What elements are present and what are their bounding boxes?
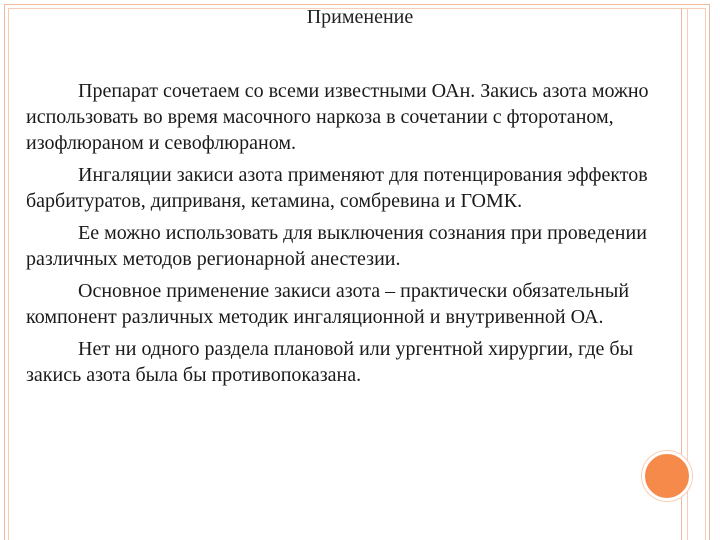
- paragraph: Основное применение закиси азота – практически обязательный компонент различных методик ингаляционной и внутривенной ОА.: [26, 280, 630, 328]
- paragraph: Ее можно использовать для выключения сознания при проведении различных методов регионарной анестезии.: [26, 222, 647, 270]
- circle-decoration-icon: [642, 451, 692, 501]
- paragraph: Нет ни одного раздела плановой или ургентной хирургии, где бы закись азота была бы противопоказана.: [26, 338, 634, 386]
- frame-strip: [687, 8, 688, 540]
- paragraph: Ингаляции закиси азота применяют для потенцирования эффектов барбитуратов, диприваня, кетамина, сомбревина и ГОМК.: [26, 164, 648, 212]
- slide-title: Применение: [306, 6, 414, 28]
- paragraph: Препарат сочетаем со всеми известными ОАн. Закись азота можно использовать во время масочного наркоза в сочетании с фторотаном, изофлюраном и севофлюраном.: [26, 80, 649, 154]
- slide-body: [26, 78, 686, 388]
